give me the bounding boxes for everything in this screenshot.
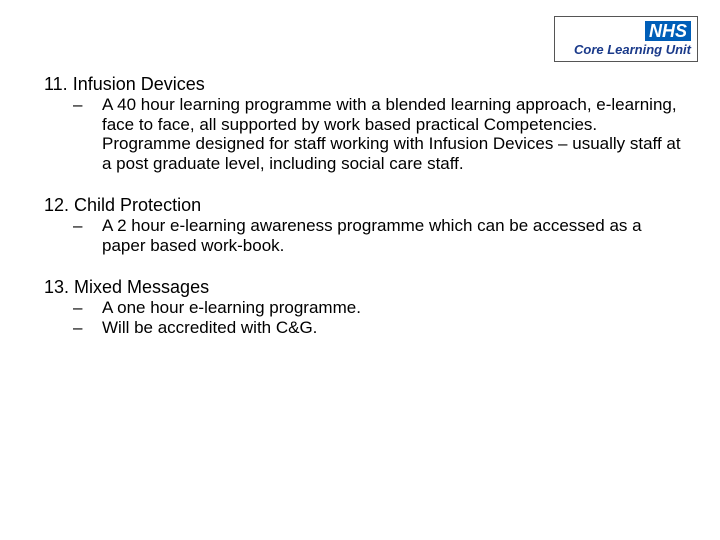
nhs-badge: NHS <box>645 21 691 41</box>
sub-list <box>44 298 684 337</box>
list-item <box>44 95 684 173</box>
list-item-text: Will be accredited with C&G. <box>102 317 318 337</box>
section-child-protection <box>44 195 684 255</box>
logo-unit-name: Core Learning Unit <box>573 42 691 57</box>
sub-list <box>44 216 684 255</box>
list-item-text: A one hour e-learning programme. <box>102 298 361 317</box>
list-item-text: A 2 hour e-learning awareness programme which can be accessed as a paper based work-book. <box>102 216 642 255</box>
list-item <box>44 298 684 318</box>
section-heading: 13. Mixed Messages <box>44 277 210 297</box>
list-item-text: A 40 hour learning programme with a blended learning approach, e-learning, face to face, all supported by work based practical Competencies. Programme designed for staff working with Infusion Devices – usually staff at a post graduate level, including social care staff. <box>102 95 681 173</box>
section-mixed-messages <box>44 277 684 337</box>
list-item <box>44 216 684 255</box>
section-infusion-devices <box>44 74 684 173</box>
dash-bullet: – <box>73 95 83 114</box>
dash-bullet: – <box>73 298 83 317</box>
list-item <box>44 318 684 338</box>
dash-bullet: – <box>73 216 83 235</box>
slide-content <box>44 74 684 359</box>
section-heading: 11. Infusion Devices <box>44 74 205 94</box>
nhs-core-learning-unit-logo <box>554 16 698 62</box>
section-heading: 12. Child Protection <box>44 195 202 215</box>
dash-bullet: – <box>73 317 83 337</box>
sub-list <box>44 95 684 173</box>
